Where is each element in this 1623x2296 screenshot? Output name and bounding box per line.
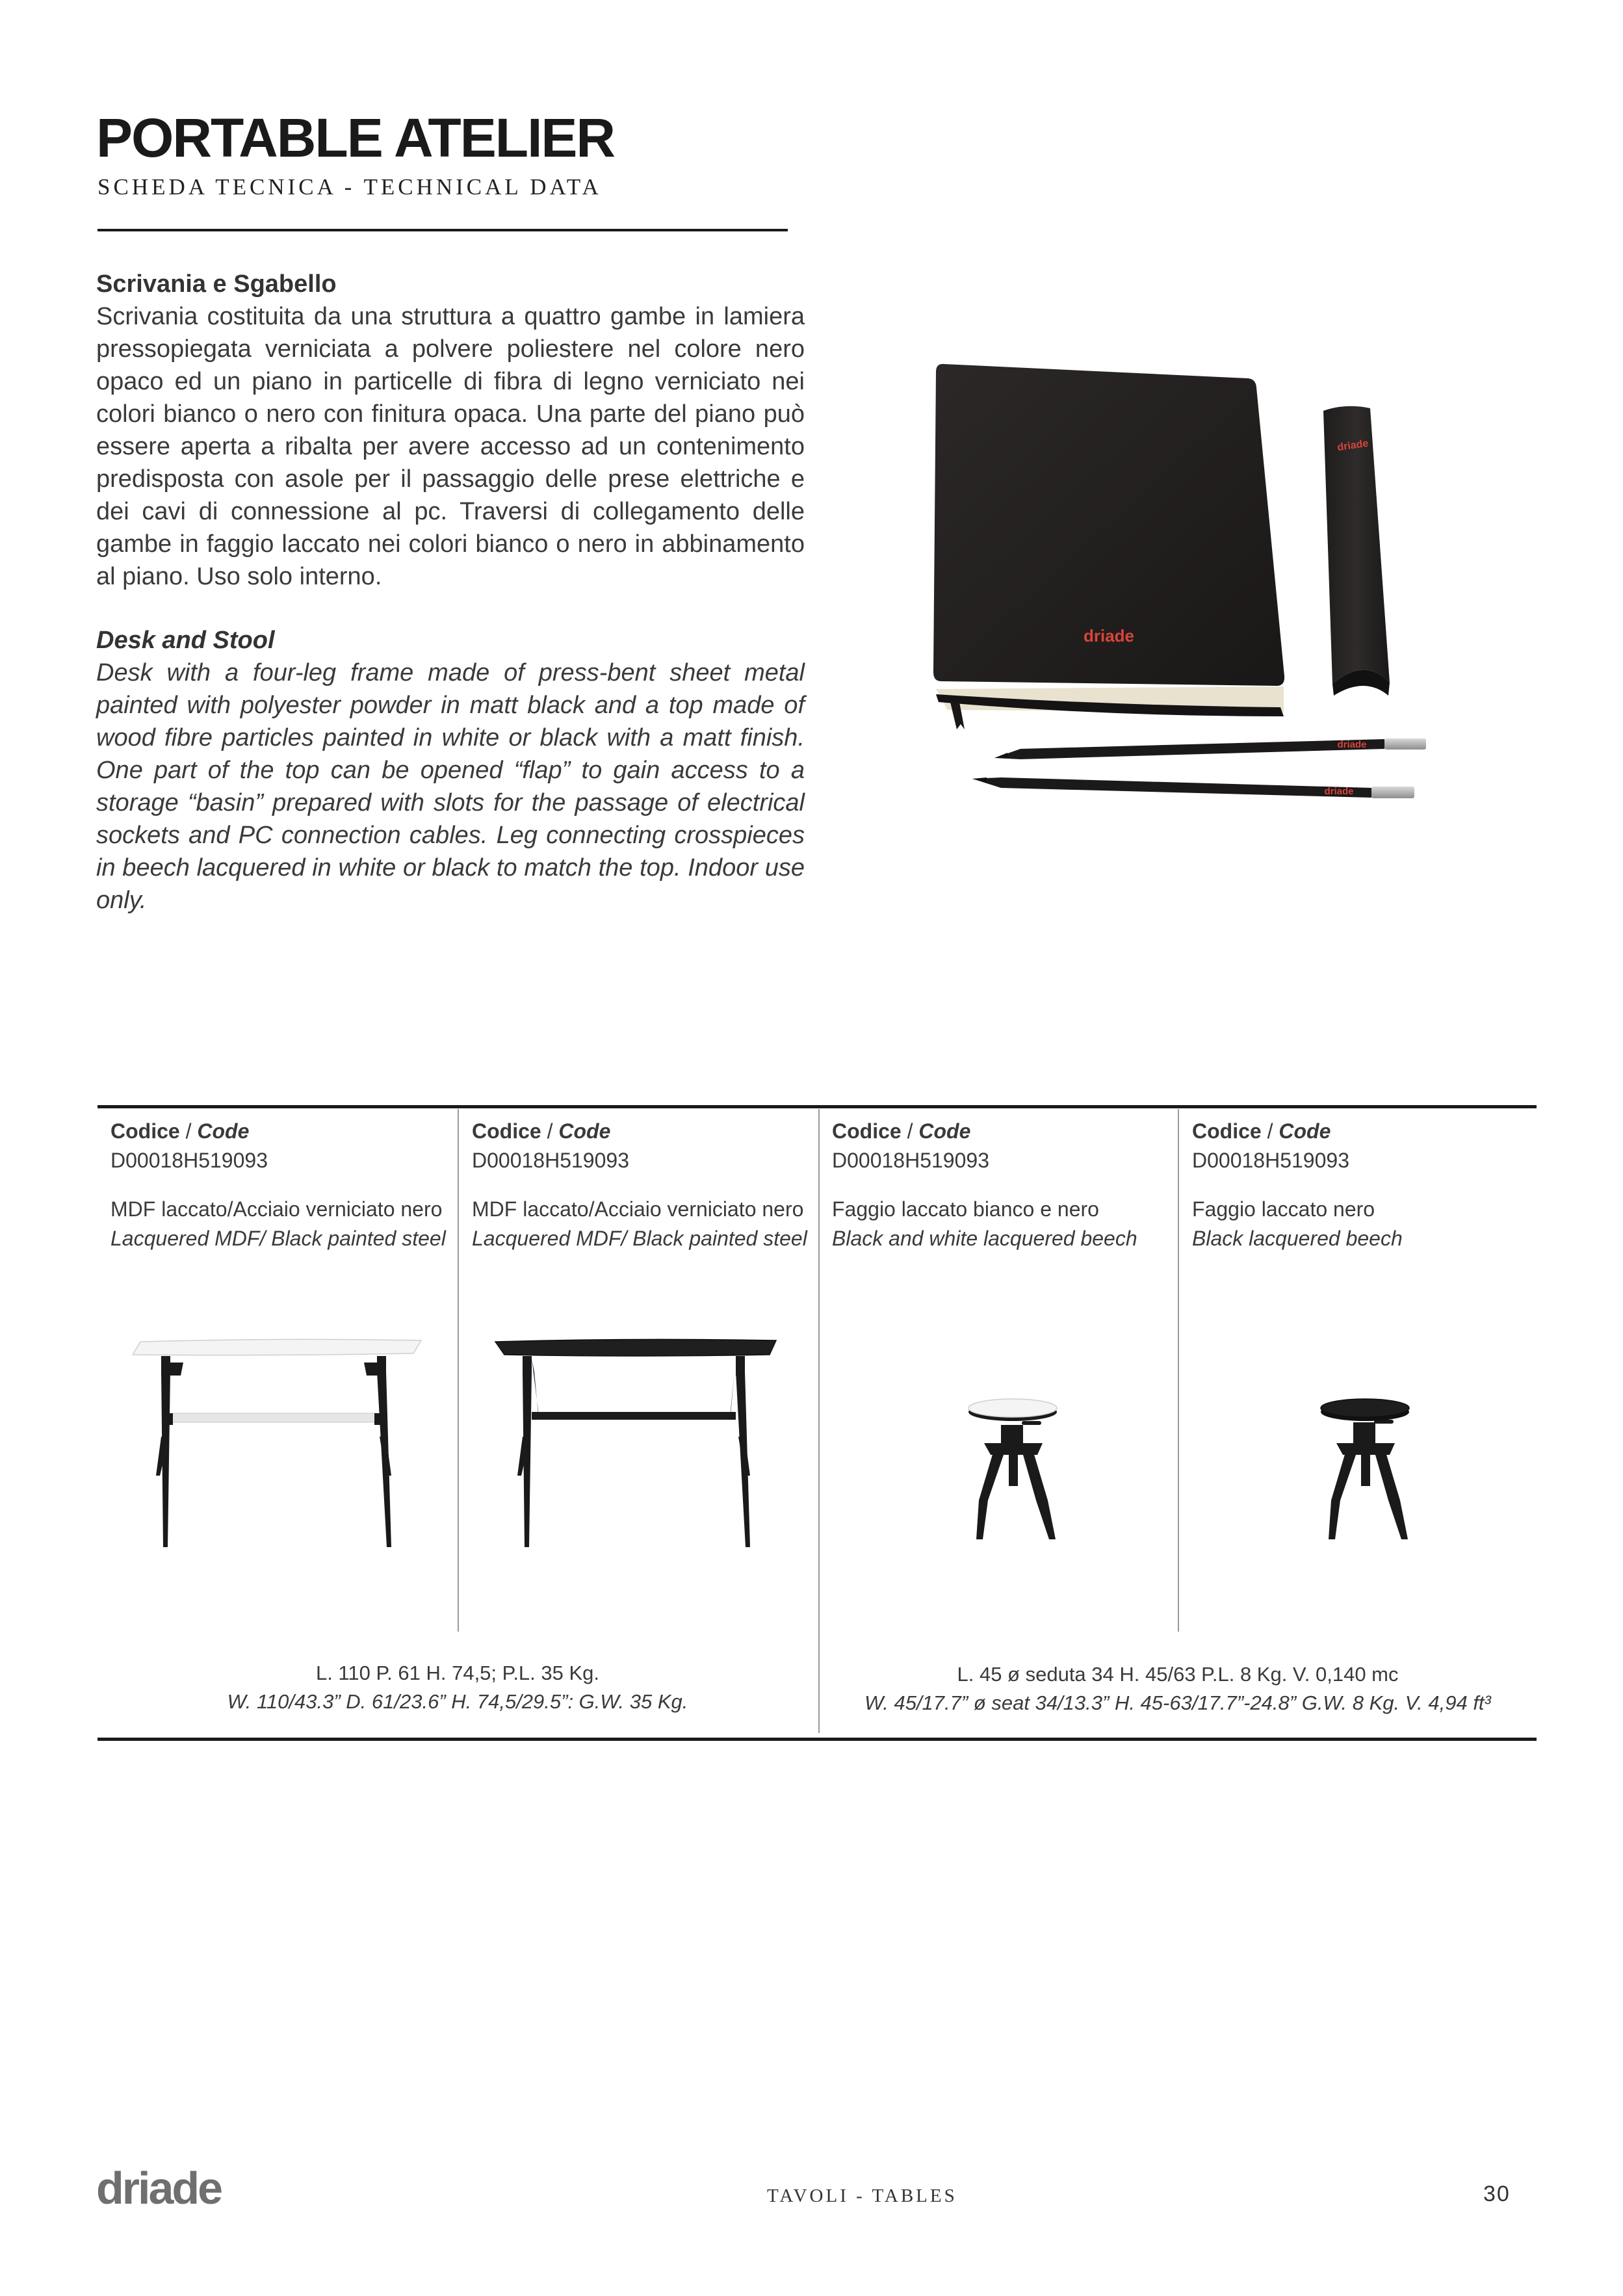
section-label: TAVOLI - TABLES bbox=[767, 2185, 957, 2206]
table-top-rule bbox=[97, 1105, 1537, 1108]
stool-black-drawing bbox=[1291, 1391, 1440, 1547]
page-number: 30 bbox=[1483, 2182, 1511, 2206]
code-label: Codice / Code bbox=[472, 1119, 611, 1143]
material-english: Lacquered MDF/ Black painted steel bbox=[110, 1227, 446, 1250]
product-code: D00018H519093 bbox=[472, 1149, 629, 1172]
pencil-brand: driade bbox=[1324, 786, 1354, 797]
stool-white-drawing bbox=[939, 1391, 1088, 1547]
pencil-case-brand: driade bbox=[1336, 437, 1370, 454]
material-italian: Faggio laccato bianco e nero bbox=[832, 1197, 1099, 1221]
code-label: Codice / Code bbox=[832, 1119, 971, 1143]
description-italian-heading: Scrivania e Sgabello bbox=[96, 270, 337, 298]
description-italian bbox=[96, 268, 805, 593]
desk-white-drawing bbox=[127, 1333, 426, 1554]
product-cell bbox=[832, 1117, 1183, 1253]
material-italian: MDF laccato/Acciaio verniciato nero bbox=[110, 1197, 443, 1221]
description-english-body: Desk with a four-leg frame made of press-bent sheet metal painted with polyester powder in matt black and a top made of wood fibre particles painted in white or black with a matt finish. One part of the top can be opened “flap” to gain access to a storage “basin” prepared with slots for the passage of electrical sockets and PC connection cables. Leg connecting crosspieces in beech lacquered in white or black to match the top. Indoor use only. bbox=[96, 659, 805, 914]
code-label: Codice / Code bbox=[1192, 1119, 1331, 1143]
stool-seat bbox=[968, 1399, 1057, 1417]
stool-dimensions bbox=[833, 1660, 1522, 1717]
product-cell bbox=[110, 1117, 461, 1253]
material-italian: Faggio laccato nero bbox=[1192, 1197, 1375, 1221]
desk-dimensions bbox=[113, 1659, 802, 1716]
desk-top bbox=[133, 1339, 421, 1355]
product-cell bbox=[1192, 1117, 1543, 1253]
pencil-image bbox=[972, 777, 1414, 798]
page-title: PORTABLE ATELIER bbox=[96, 107, 615, 168]
material-english: Black and white lacquered beech bbox=[832, 1227, 1137, 1250]
desk-dimensions-english: W. 110/43.3” D. 61/23.6” H. 74,5/29.5”: G.W. 35 Kg. bbox=[227, 1690, 688, 1713]
pencil-image bbox=[994, 738, 1426, 759]
pencil-case-image bbox=[1323, 406, 1390, 696]
product-photo bbox=[910, 351, 1469, 845]
product-code: D00018H519093 bbox=[110, 1149, 268, 1172]
stool-dimensions-italian: L. 45 ø seduta 34 H. 45/63 P.L. 8 Kg. V. 0,140 mc bbox=[957, 1663, 1399, 1686]
notebook-brand: driade bbox=[1083, 626, 1135, 646]
material-english: Lacquered MDF/ Black painted steel bbox=[472, 1227, 807, 1250]
product-cell bbox=[472, 1117, 823, 1253]
description-italian-body: Scrivania costituita da una struttura a quattro gambe in lamiera pressopiegata verniciata a polvere poliestere nel colore nero opaco ed un piano in particelle di fibra di legno verniciato nei colori bianco o nero con finitura opaca. Una parte del piano può essere aperta a ribalta per avere accesso ad un contenimento predisposta con asole per il passaggio delle prese elettriche e dei cavi di connessione al pc. Traversi di collegamento delle gambe in faggio laccato nei colori bianco o nero in abbinamento al piano. Uso solo interno. bbox=[96, 303, 805, 590]
driade-logo: driade bbox=[96, 2163, 222, 2213]
material-italian: MDF laccato/Acciaio verniciato nero bbox=[472, 1197, 804, 1221]
page-subtitle: SCHEDA TECNICA - TECHNICAL DATA bbox=[97, 174, 602, 200]
product-code: D00018H519093 bbox=[1192, 1149, 1349, 1172]
stool-seat bbox=[1321, 1399, 1409, 1417]
pencil-brand: driade bbox=[1337, 739, 1367, 750]
desk-dimensions-italian: L. 110 P. 61 H. 74,5; P.L. 35 Kg. bbox=[315, 1662, 600, 1684]
product-code: D00018H519093 bbox=[832, 1149, 989, 1172]
description-english-heading: Desk and Stool bbox=[96, 627, 275, 654]
desk-top bbox=[495, 1339, 776, 1356]
description-english bbox=[96, 624, 805, 917]
material-english: Black lacquered beech bbox=[1192, 1227, 1403, 1250]
notebook-image bbox=[933, 364, 1284, 729]
table-bottom-rule bbox=[97, 1738, 1537, 1741]
code-label: Codice / Code bbox=[110, 1119, 250, 1143]
title-divider bbox=[97, 229, 788, 231]
stool-dimensions-english: W. 45/17.7” ø seat 34/13.3” H. 45-63/17.7”-24.8” G.W. 8 Kg. V. 4,94 ft³ bbox=[864, 1691, 1491, 1714]
desk-black-drawing bbox=[486, 1333, 785, 1554]
